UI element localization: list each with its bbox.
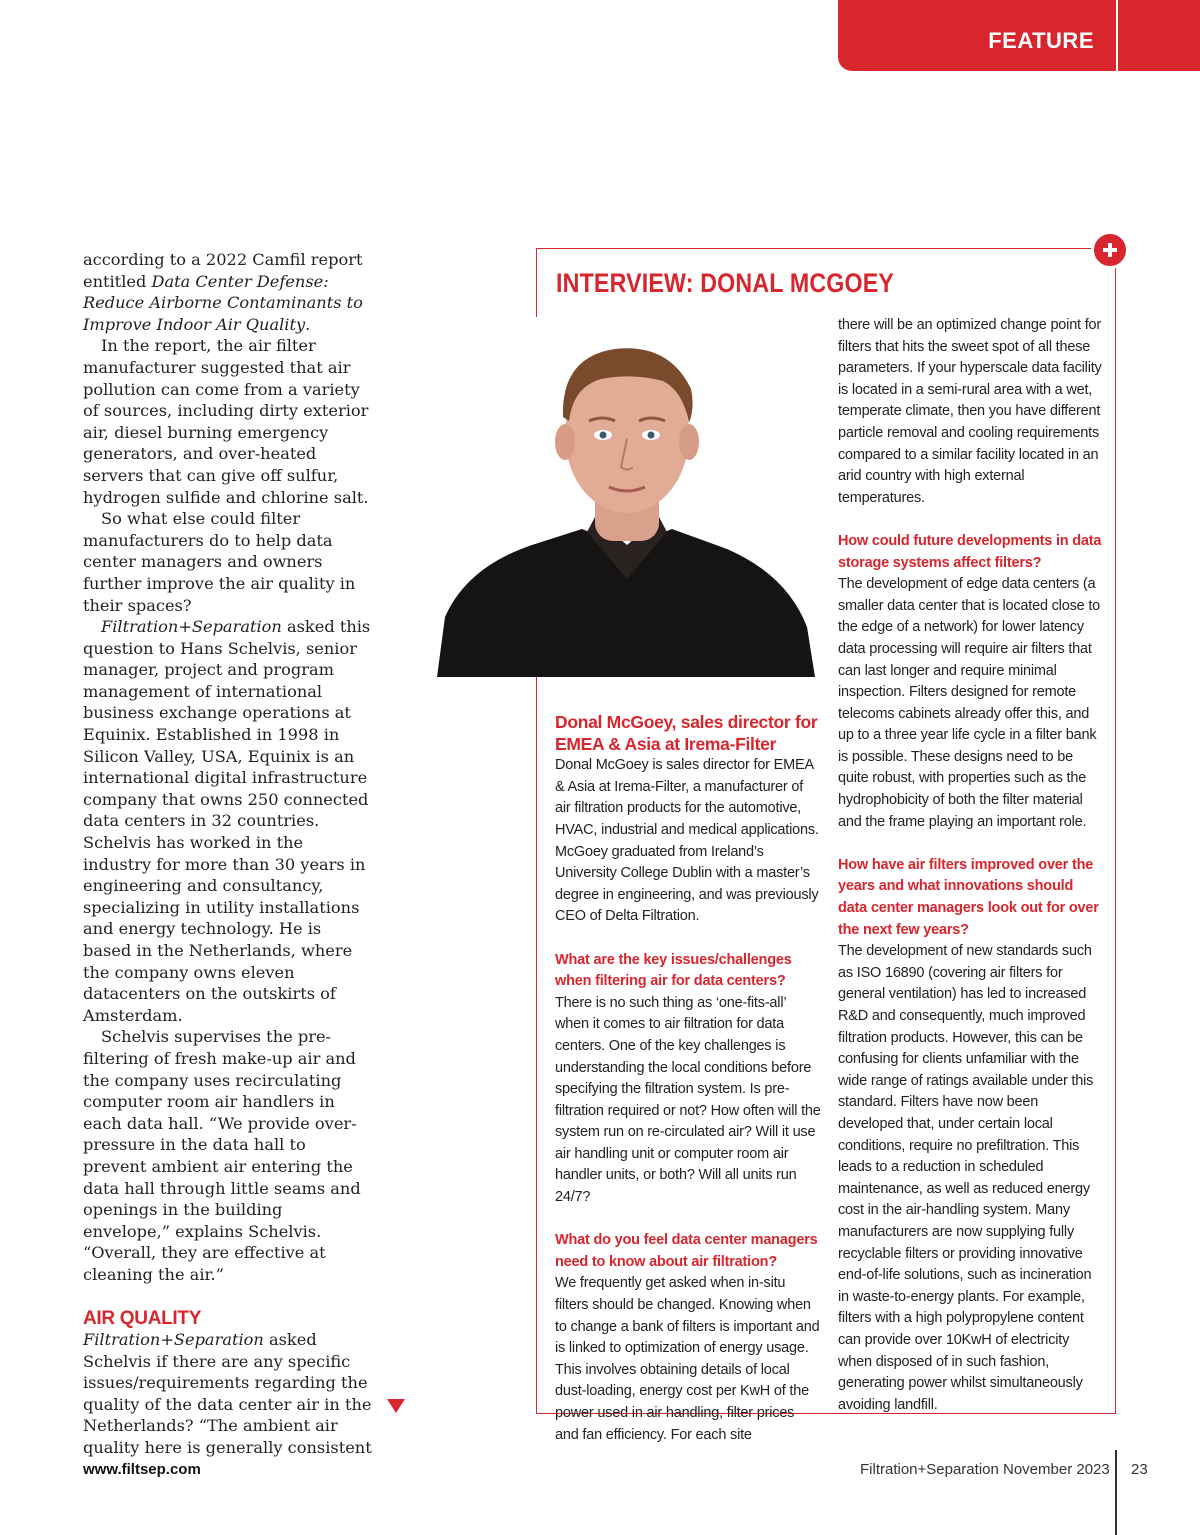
paragraph-6: Filtration+Separation asked Schelvis if there are any specific issues/requirements regarding the quality of the data center air in the Netherlands? “The ambient air quality here is generally consistent [83, 1330, 372, 1458]
plus-icon [1091, 231, 1129, 269]
tab-divider [1116, 0, 1118, 71]
interview-column-1 [555, 712, 821, 1446]
question-1: What are the key issues/challenges when filtering air for data centers? [555, 951, 792, 990]
question-2: What do you feel data center managers need to know about air filtration? [555, 1232, 818, 1270]
answer-2: We frequently get asked when in-situ filters should be changed. Knowing when to change a bank of filters is important and is linked to optimization of energy usage. This involves obtaining details of local dust-loading, energy cost per KwH of the power used in air handling, filter prices and fan efficiency. For each site [555, 1275, 820, 1443]
continued-arrow-icon [387, 1399, 405, 1413]
answer-3: The development of edge data centers (a smaller data center that is located close to the edge of a network) for lower latency data processing will require air filters that can last longer and require minimal inspection. Filters designed for remote telecoms cabinets already offer this, and up to a three year life cycle in a filter bank is possible. These designs need to be quite robust, with properties such as the hydrophobicity of both the filter material and the frame playing an important role. [838, 576, 1101, 830]
portrait-illustration [437, 317, 815, 677]
question-3: How could future developments in data storage systems affect filters? [838, 532, 1102, 571]
answer-4: The development of new standards such as ISO 16890 (covering air filters for general ventilation) has led to increased R&D and consequently, much improved filtration products. However, this can be confusing for clients unfamiliar with the wide range of ratings available under this standard. Filters have now been developed that, under certain local conditions, require no prefiltration. This leads to a reduction in scheduled maintenance, as well as reduced energy cost in the air-handling system. Many manufacturers are now supplying fully recyclable filters or providing innovative end-of-life solutions, such as incineration in waste-to-energy plants. For example, filters with a high polypropylene content can provide over 10KwH of electricity when disposed of in such fashion, generating power whilst simultaneously avoiding landfill. [838, 943, 1094, 1413]
portrait-photo [437, 317, 815, 677]
paragraph-5: Schelvis supervises the pre-filtering of fresh make-up air and the company uses recirculating computer room air handlers in each data hall. “We provide over-pressure in the data hall to prevent ambient air entering the data hall through little seams and openings in the building envelope,” explains Schelvis. “Overall, they are effective at cleaning the air.” [83, 1027, 361, 1284]
footer-magazine-issue: Filtration+Separation November 2023 [860, 1461, 1110, 1478]
paragraph-3: So what else could filter manufacturers do to help data center managers and owners further improve the air quality in their spaces? [83, 509, 356, 615]
interview-title: INTERVIEW: DONAL MCGOEY [556, 268, 895, 298]
report-title: Data Center Defense: Reduce Airborne Contaminants to Improve Indoor Air Quality [83, 271, 363, 334]
footer-divider [1115, 1450, 1117, 1535]
subheading-air-quality: AIR QUALITY [83, 1307, 202, 1329]
feature-section-tab [838, 0, 1200, 71]
answer-1: There is no such thing as ‘one-fits-all’ when it comes to air filtration for data centers. One of the key challenges is understanding the local conditions before specifying the filtration system. Is pre-filtration required or not? How often will the system run on re-circulated air? Will it use air handling unit or computer room air handler units, or both? Will all units run 24/7? [555, 994, 821, 1206]
left-article-column [83, 249, 373, 1459]
page-number: 23 [1131, 1461, 1148, 1478]
paragraph-4: Filtration+Separation asked this question to Hans Schelvis, senior manager, project and program management of international business exchange operations at Equinix. Established in 1998 in Silicon Valley, USA, Equinix is an international digital infrastructure company that owns 250 connected data centers in 32 countries. Schelvis has worked in the industry for more than 30 years in engineering and consultancy, specializing in utility installations and energy technology. He is based in the Netherlands, where the company owns eleven datacenters on the outskirts of Amsterdam. [83, 617, 371, 1025]
photo-caption-title: Donal McGoey, sales director for EMEA & Asia at Irema-Filter [555, 712, 818, 754]
answer-2-continued: there will be an optimized change point for filters that hits the sweet spot of all these parameters. If your hyperscale data facility is located in a semi-rural area with a wet, temperate climate, then you have different particle removal and cooling requirements compared to a similar facility located in an arid country with high external temperatures. [838, 317, 1102, 506]
magazine-name: Filtration+Separation [101, 617, 282, 637]
footer-website: www.filtsep.com [83, 1461, 201, 1478]
section-label: FEATURE [988, 28, 1094, 53]
interview-column-2 [838, 315, 1104, 1416]
bio-text: Donal McGoey is sales director for EMEA & Asia at Irema-Filter, a manufacturer of air filtration products for the automotive, HVAC, industrial and medical applications. McGoey graduated from Ireland’s University College Dublin with a master’s degree in engineering, and was previously CEO of Delta Filtration. [555, 757, 819, 925]
paragraph-2: In the report, the air filter manufacturer suggested that air pollution can come from a variety of sources, including dirty exterior air, diesel burning emergency generators, and over-heated servers that can give off sulfur, hydrogen sulfide and chlorine salt. [83, 336, 369, 507]
paragraph-1: according to a 2022 Camfil report entitled Data Center Defense: Reduce Airborne Contaminants to Improve Indoor Air Quality. [83, 250, 363, 334]
question-4: How have air filters improved over the years and what innovations should data center managers look out for over the next few years? [838, 856, 1099, 938]
magazine-name: Filtration+Separation [83, 1330, 264, 1350]
